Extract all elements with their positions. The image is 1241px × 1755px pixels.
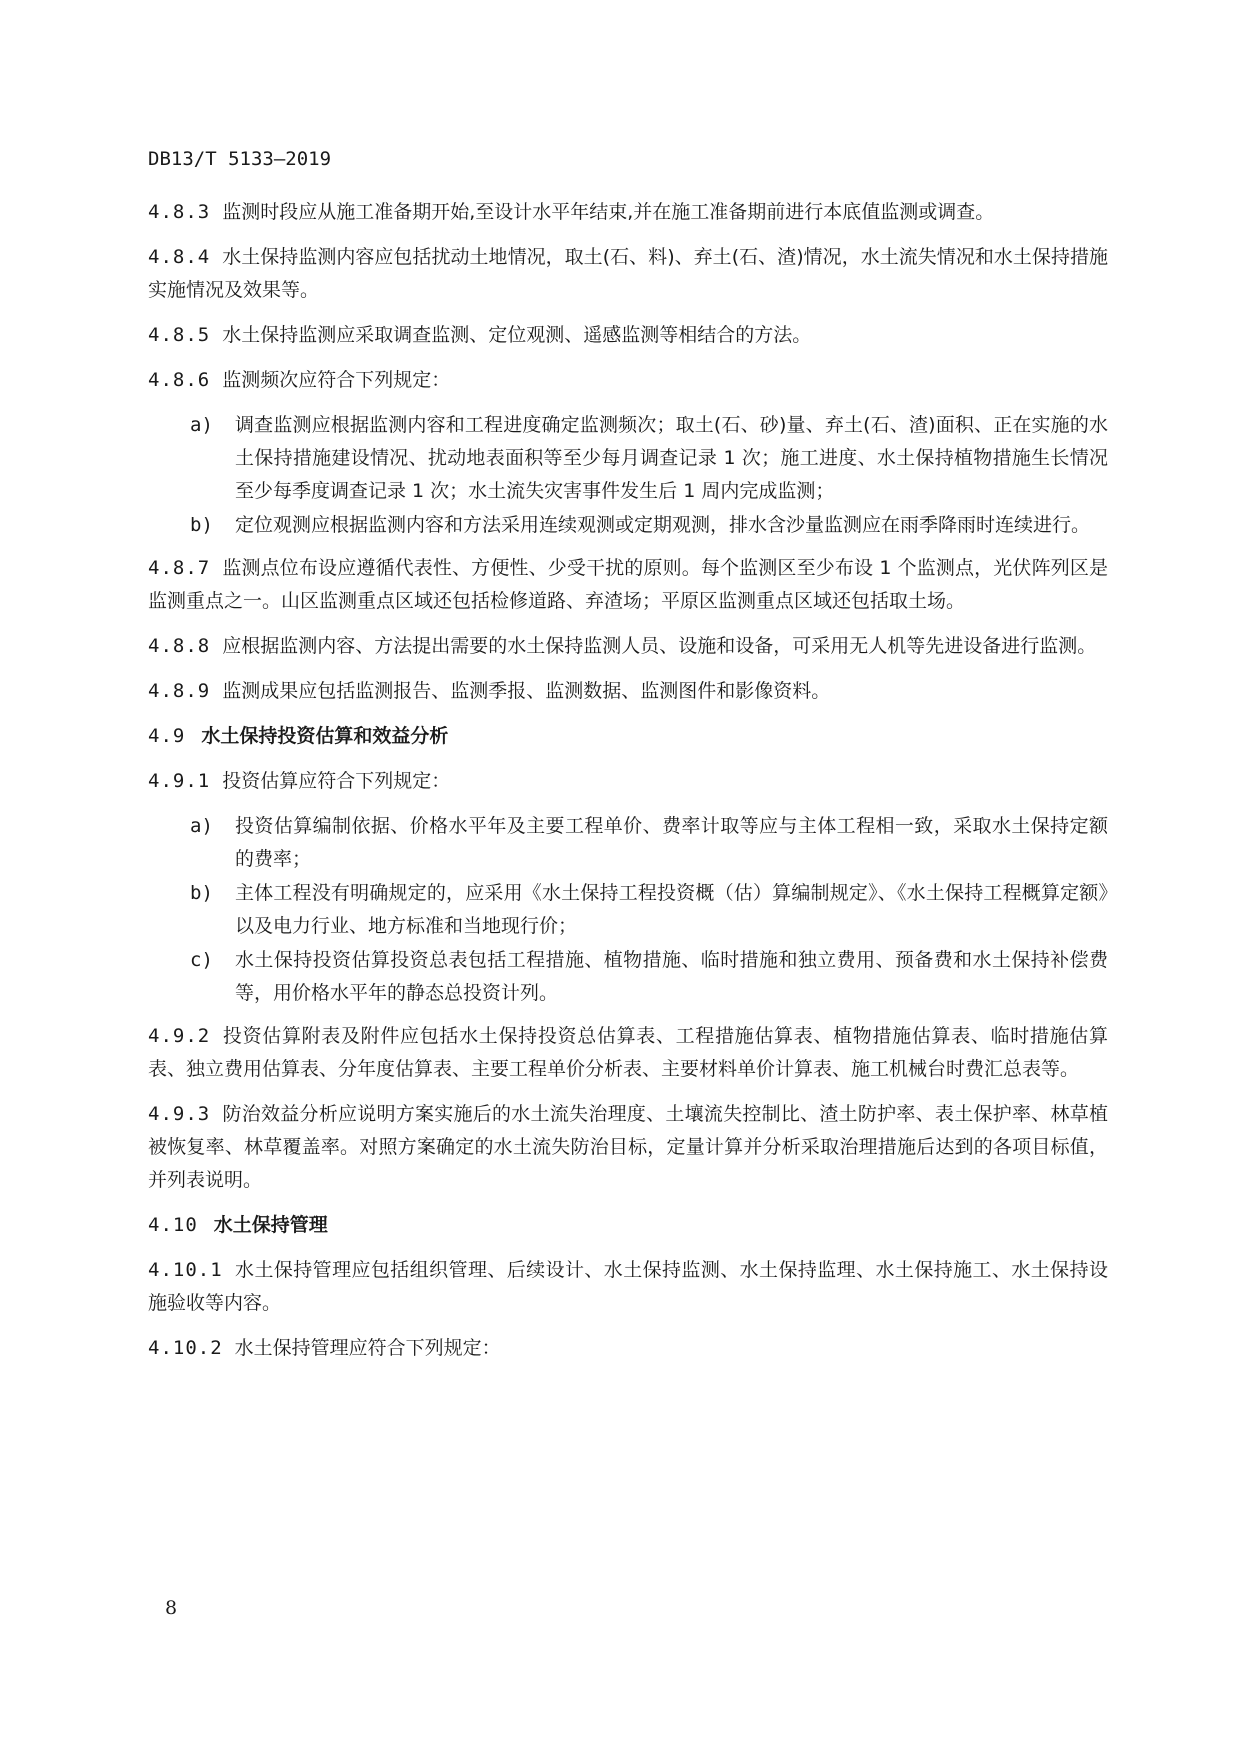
clause-4-10-2 bbox=[148, 1332, 1108, 1365]
clause-number: 4.10.2 bbox=[148, 1337, 223, 1359]
page-content bbox=[148, 196, 1108, 1377]
list-item-text: 投资估算编制依据、价格水平年及主要工程单价、费率计取等应与主体工程相一致，采取水土保持定额的费率； bbox=[235, 815, 1108, 870]
clause-text: 水土保持监测应采取调查监测、定位观测、遥感监测等相结合的方法。 bbox=[222, 324, 812, 346]
clause-4-9-3 bbox=[148, 1098, 1108, 1197]
clause-text: 投资估算附表及附件应包括水土保持投资总估算表、工程措施估算表、植物措施估算表、临时措施估算表、独立费用估算表、分年度估算表、主要工程单价分析表、主要材料单价计算表、施工机械台时费汇总表等。 bbox=[148, 1025, 1108, 1080]
clause-number: 4.8.5 bbox=[148, 324, 211, 346]
list-marker: a) bbox=[190, 414, 213, 436]
list-item bbox=[148, 810, 1108, 876]
clause-number: 4.9.2 bbox=[148, 1025, 211, 1047]
list-marker: c) bbox=[190, 949, 213, 971]
clause-4-8-3 bbox=[148, 196, 1108, 229]
section-title: 水土保持管理 bbox=[213, 1214, 328, 1236]
clause-number: 4.9.1 bbox=[148, 770, 211, 792]
clause-number: 4.8.7 bbox=[148, 557, 211, 579]
page-number: 8 bbox=[165, 1597, 178, 1619]
clause-4-8-9 bbox=[148, 675, 1108, 708]
clause-4-10-1 bbox=[148, 1254, 1108, 1320]
section-title: 水土保持投资估算和效益分析 bbox=[201, 725, 449, 747]
clause-4-9-2 bbox=[148, 1020, 1108, 1086]
clause-text: 监测点位布设应遵循代表性、方便性、少受干扰的原则。每个监测区至少布设 1 个监测点，光伏阵列区是监测重点之一。山区监测重点区域还包括检修道路、弃渣场；平原区监测重点区域还包括取土场。 bbox=[148, 557, 1108, 612]
list-item bbox=[148, 944, 1108, 1010]
document-code: DB13/T 5133—2019 bbox=[148, 148, 332, 170]
clause-4-8-7 bbox=[148, 552, 1108, 618]
clause-number: 4.8.6 bbox=[148, 369, 211, 391]
clause-number: 4.10.1 bbox=[148, 1259, 223, 1281]
clause-number: 4.8.4 bbox=[148, 246, 211, 268]
clause-4-8-4 bbox=[148, 241, 1108, 307]
list-item bbox=[148, 409, 1108, 508]
list-marker: b) bbox=[190, 882, 213, 904]
clause-text: 水土保持管理应符合下列规定： bbox=[234, 1337, 501, 1359]
clause-text: 防治效益分析应说明方案实施后的水土流失治理度、土壤流失控制比、渣土防护率、表土保护率、林草植被恢复率、林草覆盖率。对照方案确定的水土流失防治目标，定量计算并分析采取治理措施后达到的各项目标值，并列表说明。 bbox=[148, 1103, 1108, 1191]
clause-4-9-1 bbox=[148, 765, 1108, 798]
list-item-text: 水土保持投资估算投资总表包括工程措施、植物措施、临时措施和独立费用、预备费和水土保持补偿费等，用价格水平年的静态总投资计列。 bbox=[235, 949, 1108, 1004]
clause-4-8-6 bbox=[148, 364, 1108, 397]
list-item bbox=[148, 877, 1108, 943]
clause-4-8-8 bbox=[148, 630, 1108, 663]
section-number: 4.9 bbox=[148, 725, 186, 747]
list-marker: b) bbox=[190, 514, 213, 536]
list-marker: a) bbox=[190, 815, 213, 837]
section-number: 4.10 bbox=[148, 1214, 198, 1236]
clause-text: 水土保持管理应包括组织管理、后续设计、水土保持监测、水土保持监理、水土保持施工、水土保持设施验收等内容。 bbox=[148, 1259, 1108, 1314]
section-heading-4-10 bbox=[148, 1209, 1108, 1242]
list-item bbox=[148, 509, 1108, 542]
clause-number: 4.8.8 bbox=[148, 635, 211, 657]
clause-4-8-6-list bbox=[148, 409, 1108, 542]
clause-number: 4.8.9 bbox=[148, 680, 211, 702]
list-item-text: 定位观测应根据监测内容和方法采用连续观测或定期观测，排水含沙量监测应在雨季降雨时连续进行。 bbox=[235, 514, 1091, 536]
list-item-text: 主体工程没有明确规定的，应采用《水土保持工程投资概（估）算编制规定》、《水土保持工程概算定额》以及电力行业、地方标准和当地现行价； bbox=[235, 882, 1108, 937]
clause-text: 监测频次应符合下列规定： bbox=[222, 369, 451, 391]
section-heading-4-9 bbox=[148, 720, 1108, 753]
clause-number: 4.9.3 bbox=[148, 1103, 211, 1125]
list-item-text: 调查监测应根据监测内容和工程进度确定监测频次；取土(石、砂)量、弃土(石、渣)面积、正在实施的水土保持措施建设情况、扰动地表面积等至少每月调查记录 1 次；施工进度、水土保持植物措施生长情况至少每季度调查记录 1 次；水土流失灾害事件发生后 1 周内完成监测； bbox=[235, 414, 1108, 502]
clause-number: 4.8.3 bbox=[148, 201, 211, 223]
clause-text: 监测时段应从施工准备期开始,至设计水平年结束,并在施工准备期前进行本底值监测或调查。 bbox=[222, 201, 995, 223]
clause-text: 水土保持监测内容应包括扰动土地情况，取土(石、料)、弃土(石、渣)情况，水土流失情况和水土保持措施实施情况及效果等。 bbox=[148, 246, 1108, 301]
clause-text: 应根据监测内容、方法提出需要的水土保持监测人员、设施和设备，可采用无人机等先进设备进行监测。 bbox=[222, 635, 1097, 657]
clause-text: 监测成果应包括监测报告、监测季报、监测数据、监测图件和影像资料。 bbox=[222, 680, 831, 702]
clause-text: 投资估算应符合下列规定： bbox=[222, 770, 451, 792]
clause-4-9-1-list bbox=[148, 810, 1108, 1010]
clause-4-8-5 bbox=[148, 319, 1108, 352]
